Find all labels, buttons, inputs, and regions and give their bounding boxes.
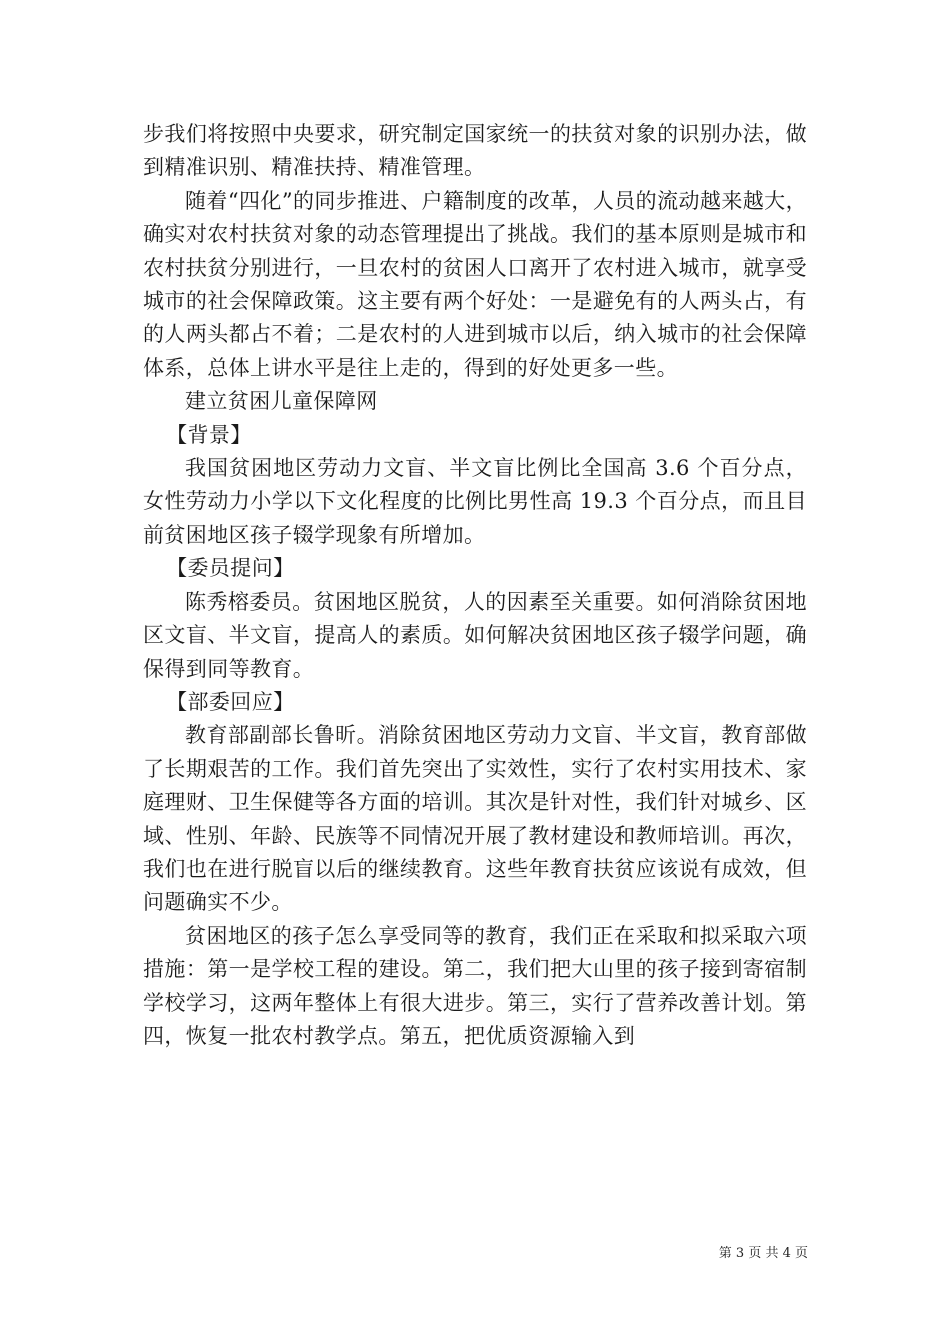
paragraph-1: 步我们将按照中央要求，研究制定国家统一的扶贫对象的识别办法，做到精准识别、精准扶持、精准管理。 bbox=[143, 122, 807, 180]
paragraph-background: 我国贫困地区劳动力文盲、半文盲比例比全国高 3.6 个百分点，女性劳动力小学以下文化程度的比例比男性高 19.3 个百分点，而且目前贫困地区孩子辍学现象有所增加。 bbox=[143, 456, 807, 547]
heading-ministry-response: 【部委回应】 bbox=[166, 689, 295, 714]
paragraph-ministry-response: 教育部副部长鲁昕。消除贫困地区劳动力文盲、半文盲，教育部做了长期艰苦的工作。我们首先突出了实效性，实行了农村实用技术、家庭理财、卫生保健等各方面的培训。其次是针对性，我们针对城乡、区域、性别、年龄、民族等不同情况开展了教材建设和教师培训。再次，我们也在进行脱盲以后的继续教育。这些年教育扶贫应该说有成效，但问题确实不少。 bbox=[143, 723, 807, 915]
paragraph-2: 随着“四化”的同步推进、户籍制度的改革，人员的流动越来越大，确实对农村扶贫对象的动态管理提出了挑战。我们的基本原则是城市和农村扶贫分别进行，一旦农村的贫困人口离开了农村进入城市，就享受城市的社会保障政策。这主要有两个好处：一是避免有的人两头占，有的人两头都占不着；二是农村的人进到城市以后，纳入城市的社会保障体系，总体上讲水平是往上走的，得到的好处更多一些。 bbox=[143, 188, 807, 380]
paragraph-member-question: 陈秀榕委员。贫困地区脱贫，人的因素至关重要。如何消除贫困地区文盲、半文盲，提高人的素质。如何解决贫困地区孩子辍学问题，确保得到同等教育。 bbox=[143, 589, 807, 681]
document-body bbox=[143, 118, 807, 1053]
heading-background: 【背景】 bbox=[166, 422, 252, 447]
paragraph-measures: 贫困地区的孩子怎么享受同等的教育，我们正在采取和拟采取六项措施：第一是学校工程的建设。第二，我们把大山里的孩子接到寄宿制学校学习，这两年整体上有很大进步。第三，实行了营养改善计划。第四，恢复一批农村教学点。第五，把优质资源输入到 bbox=[143, 923, 807, 1048]
heading-member-question: 【委员提问】 bbox=[166, 556, 295, 581]
page-footer: 第 3 页 共 4 页 bbox=[718, 1246, 808, 1261]
section-title: 建立贫困儿童保障网 bbox=[185, 389, 378, 414]
